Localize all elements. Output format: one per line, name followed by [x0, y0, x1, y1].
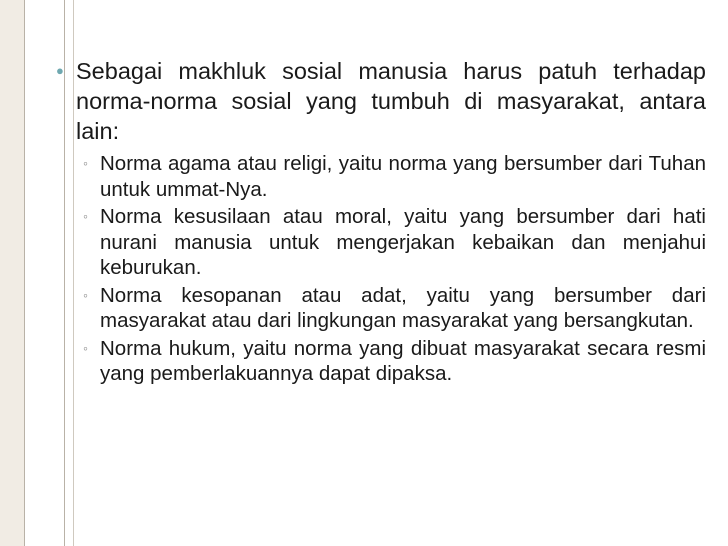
sub-bullet-text: Norma agama atau religi, yaitu norma yang bersumber dari Tuhan untuk ummat-Nya. — [100, 152, 706, 201]
hollow-circle-bullet-icon: ◦ — [83, 339, 88, 356]
main-bullet-text: Sebagai makhluk sosial manusia harus patuh terhadap norma-norma sosial yang tumbuh di masyarakat, antara lain: — [76, 58, 706, 144]
sub-bullet-text: Norma kesopanan atau adat, yaitu yang bersumber dari masyarakat atau dari lingkungan masyarakat yang bersangkutan. — [100, 283, 706, 332]
sub-bullet-text: Norma hukum, yaitu norma yang dibuat masyarakat secara resmi yang pemberlakuannya dapat dipaksa. — [100, 336, 706, 385]
sub-bullet-item — [56, 283, 706, 334]
sub-bullet-item — [56, 336, 706, 387]
slide-body — [56, 56, 706, 389]
decorative-vertical-line — [24, 0, 25, 546]
hollow-circle-bullet-icon: ◦ — [83, 155, 88, 171]
sub-bullet-text: Norma kesusilaan atau moral, yaitu yang bersumber dari hati nurani manusia untuk mengerjakan kebaikan dan menjahui keburukan. — [100, 205, 706, 279]
hollow-circle-bullet-icon: ◦ — [83, 208, 88, 224]
filled-bullet-icon: ● — [56, 63, 64, 78]
decorative-side-band — [0, 0, 24, 546]
sub-bullet-item — [56, 151, 706, 202]
sub-bullet-item — [56, 204, 706, 281]
sub-bullet-list — [56, 151, 706, 387]
main-bullet-item — [56, 56, 706, 146]
hollow-circle-bullet-icon: ◦ — [83, 286, 88, 303]
